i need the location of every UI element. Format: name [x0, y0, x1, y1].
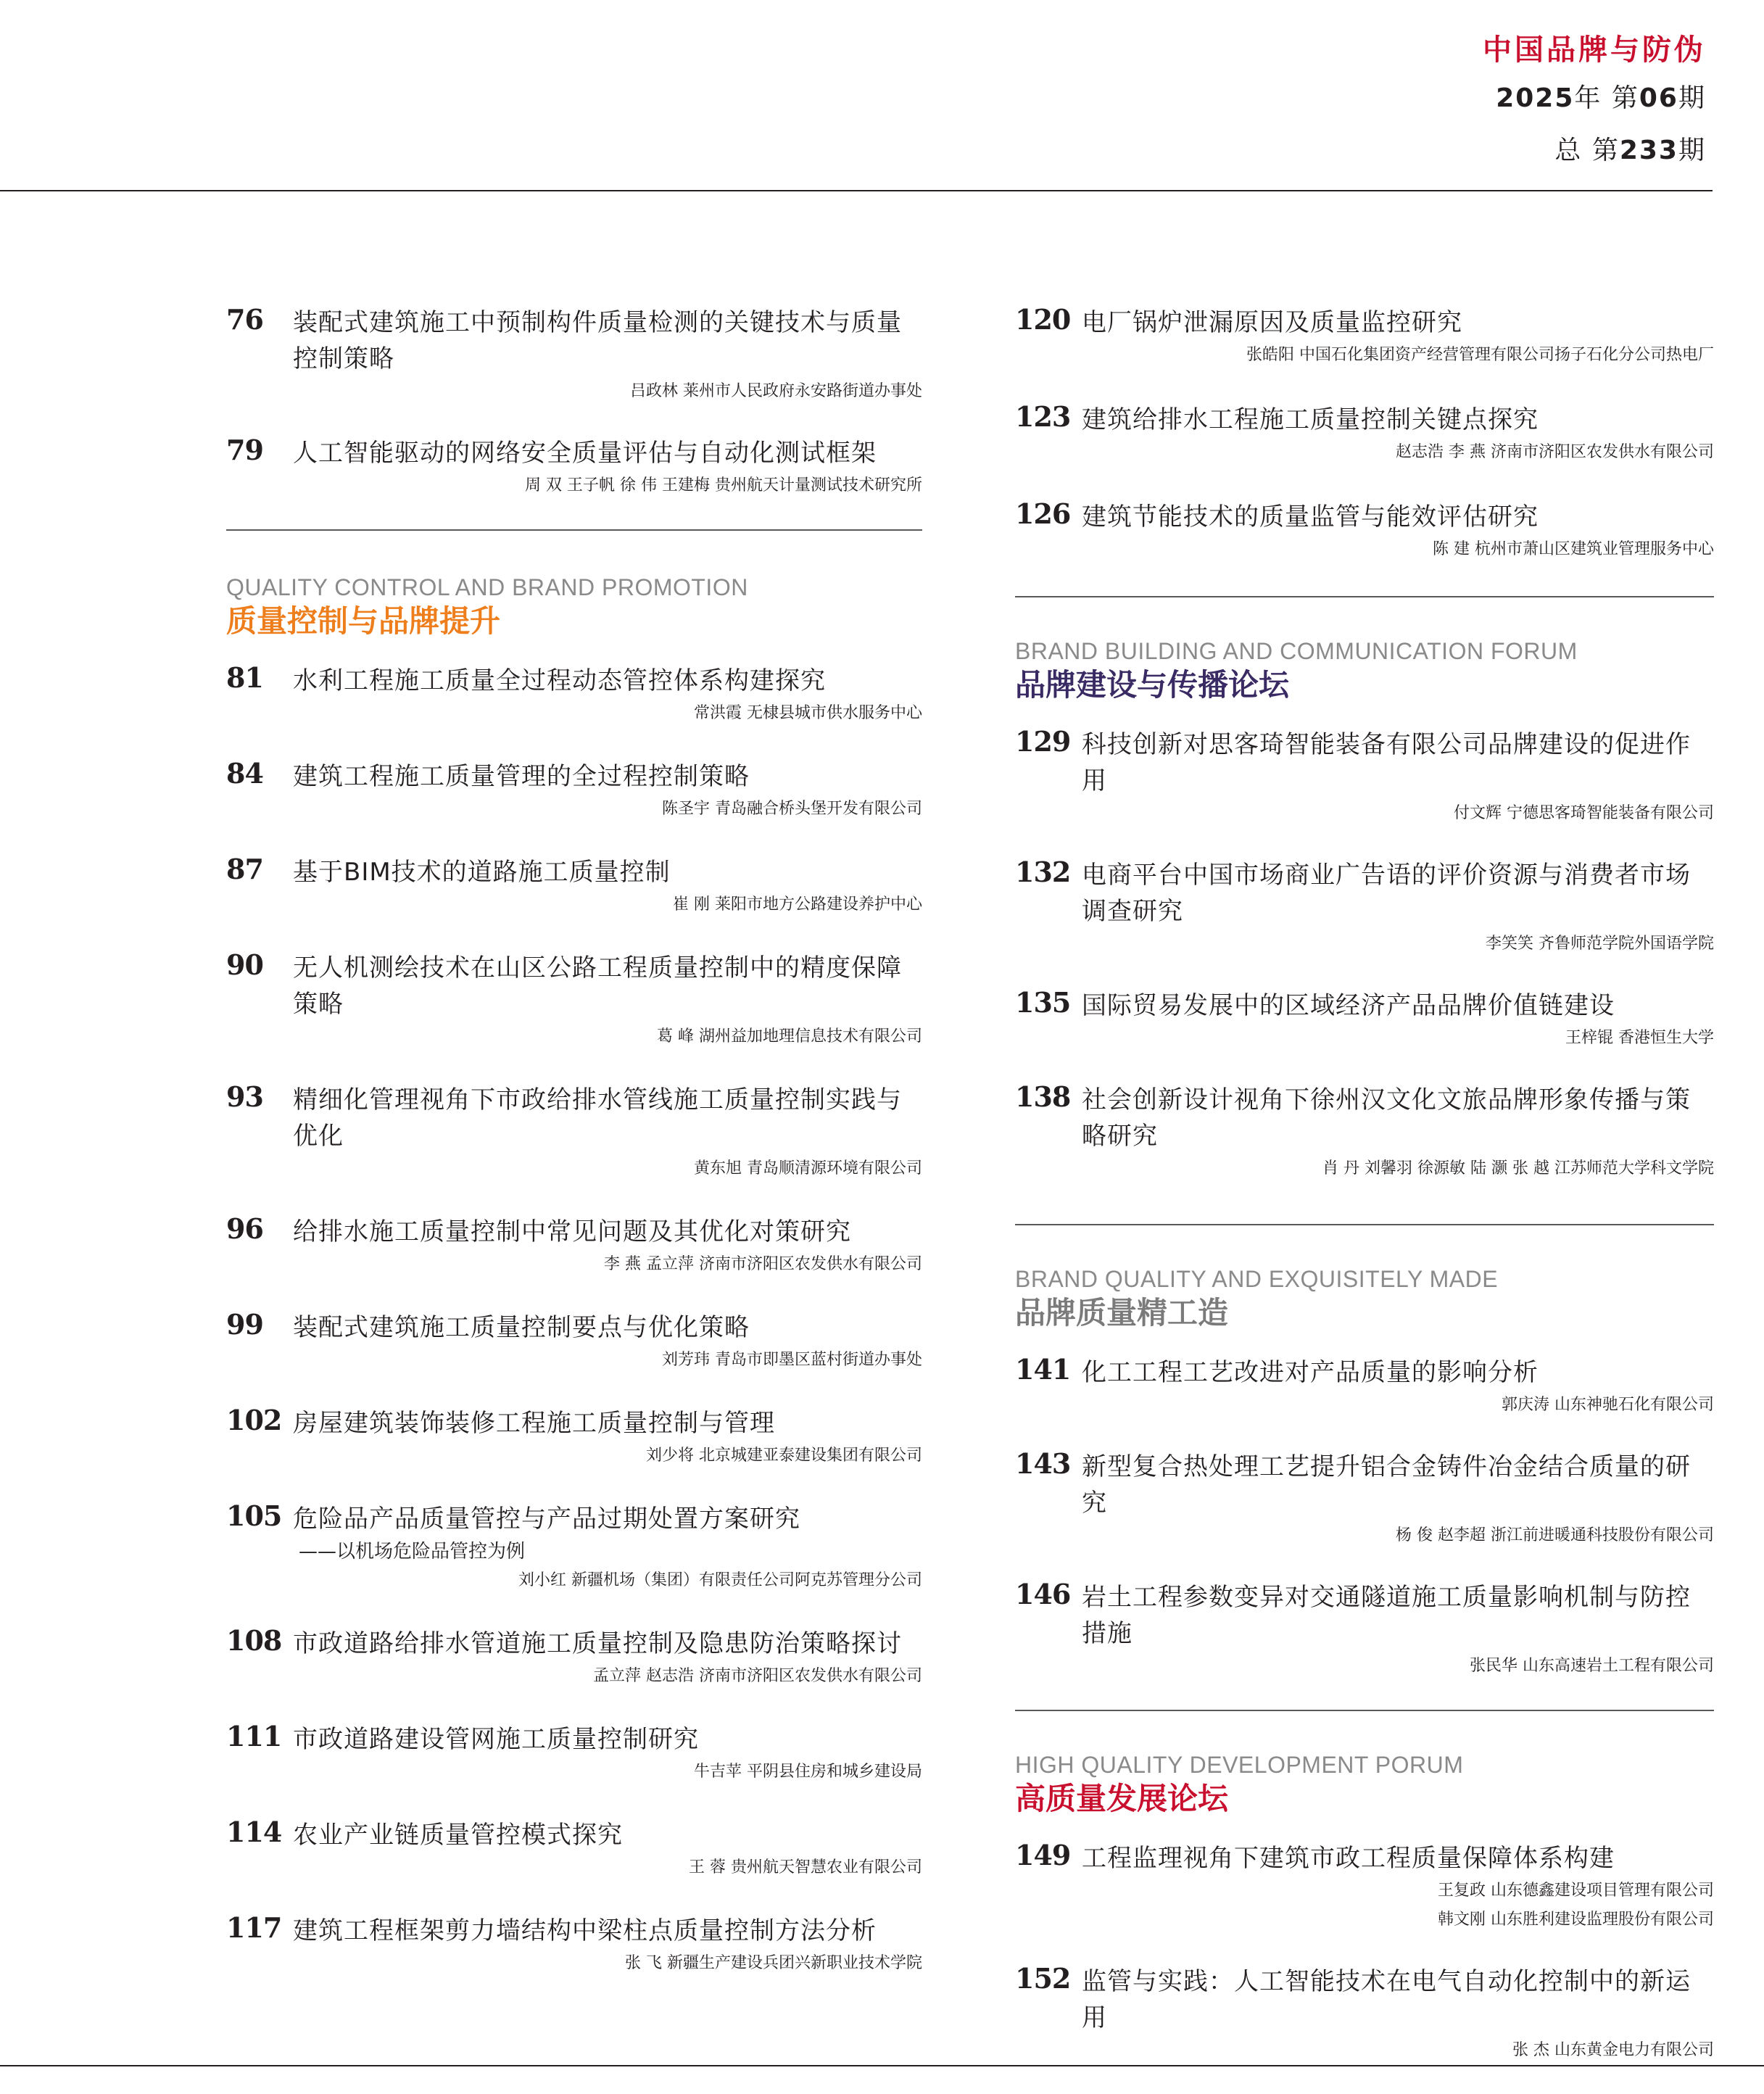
- article-title: 建筑给排水工程施工质量控制关键点探究: [1082, 405, 1539, 434]
- toc-entry: [226, 1214, 922, 1279]
- article-title: 精细化管理视角下市政给排水管线施工质量控制实践与优化: [293, 1085, 902, 1151]
- article-title: 农业产业链质量管控模式探究: [293, 1821, 623, 1850]
- page-number: 90: [226, 948, 263, 981]
- page-number: 152: [1015, 1962, 1071, 1995]
- toc-entry: [226, 1082, 922, 1183]
- article-title: 国际贸易发展中的区域经济产品品牌价值链建设: [1082, 991, 1615, 1020]
- page-number: 102: [226, 1404, 282, 1436]
- header-rule: [0, 190, 1713, 191]
- page-number: 76: [226, 303, 263, 336]
- section-title-cn: 品牌质量精工造: [1015, 1295, 1229, 1331]
- article-title: 电厂锅炉泄漏原因及质量监控研究: [1082, 308, 1462, 337]
- page-number: 93: [226, 1080, 263, 1113]
- section-divider: [1015, 1710, 1714, 1711]
- article-authors: 杨 俊 赵李超 浙江前进暖通科技股份有限公司: [1396, 1526, 1714, 1544]
- toc-entry: [226, 758, 922, 824]
- toc-entry: [226, 1721, 922, 1787]
- section-divider: [226, 529, 922, 531]
- article-title: 市政道路给排水管道施工质量控制及隐患防治策略探讨: [293, 1629, 902, 1658]
- article-title: 电商平台中国市场商业广告语的评价资源与消费者市场调查研究: [1082, 861, 1691, 926]
- page-number: 141: [1015, 1353, 1071, 1386]
- article-authors: 李 燕 孟立萍 济南市济阳区农发供水有限公司: [604, 1255, 922, 1273]
- page-number: 117: [226, 1911, 282, 1944]
- article-authors: 付文辉 宁德思客琦智能装备有限公司: [1454, 804, 1714, 822]
- page-number: 149: [1015, 1839, 1071, 1871]
- article-title: 社会创新设计视角下徐州汉文化文旅品牌形象传播与策略研究: [1082, 1085, 1691, 1151]
- article-title: 房屋建筑装饰装修工程施工质量控制与管理: [293, 1409, 775, 1438]
- magazine-name: 中国品牌与防伪: [1483, 33, 1706, 67]
- toc-entry: [1015, 402, 1714, 467]
- total-number: 233: [1619, 136, 1678, 165]
- total-suffix: 期: [1678, 136, 1706, 165]
- section-heading: [1015, 1750, 1714, 1818]
- page-number: 114: [226, 1816, 282, 1848]
- article-title: 化工工程工艺改进对产品质量的影响分析: [1082, 1358, 1539, 1387]
- article-authors: 牛吉苹 平阴县住房和城乡建设局: [694, 1763, 922, 1781]
- page-number: 120: [1015, 303, 1071, 336]
- page-number: 87: [226, 853, 263, 885]
- article-title: 装配式建筑施工质量控制要点与优化策略: [293, 1313, 750, 1342]
- article-authors: 张民华 山东高速岩土工程有限公司: [1470, 1657, 1714, 1675]
- article-authors: 张皓阳 中国石化集团资产经营管理有限公司扬子石化分公司热电厂: [1246, 346, 1714, 364]
- section-heading: [226, 573, 922, 641]
- issue-year-suffix: 年: [1574, 83, 1602, 113]
- article-title: 岩土工程参数变异对交通隧道施工质量影响机制与防控措施: [1082, 1583, 1691, 1648]
- article-authors: 张 飞 新疆生产建设兵团兴新职业技术学院: [625, 1954, 922, 1972]
- article-authors: 王梓锟 香港恒生大学: [1565, 1029, 1714, 1047]
- article-authors: 崔 刚 莱阳市地方公路建设养护中心: [673, 895, 922, 914]
- page-number: 132: [1015, 856, 1071, 888]
- article-authors: 韩文刚 山东胜利建设监理股份有限公司: [1438, 1911, 1714, 1929]
- right-column: [1015, 305, 1714, 2094]
- toc-entry: [1015, 1354, 1714, 1420]
- article-title: 建筑工程施工质量管理的全过程控制策略: [293, 762, 750, 791]
- page-number: 84: [226, 757, 263, 790]
- article-authors: 刘少将 北京城建亚泰建设集团有限公司: [646, 1447, 922, 1465]
- toc-entry: [1015, 1449, 1714, 1550]
- article-title: 建筑工程框架剪力墙结构中梁柱点质量控制方法分析: [293, 1916, 877, 1945]
- toc-entry: [226, 663, 922, 728]
- article-title: 无人机测绘技术在山区公路工程质量控制中的精度保障策略: [293, 953, 902, 1019]
- toc-entry: [1015, 1963, 1714, 2065]
- toc-entry: [226, 1626, 922, 1691]
- toc-entry: [226, 854, 922, 919]
- toc-entry: [226, 1913, 922, 1978]
- toc-entry: [1015, 1082, 1714, 1183]
- page-number: 138: [1015, 1080, 1071, 1113]
- section-title-en: BRAND QUALITY AND EXQUISITELY MADE: [1015, 1266, 1499, 1292]
- article-title: 市政道路建设管网施工质量控制研究: [293, 1725, 699, 1754]
- toc-entry: [226, 1817, 922, 1882]
- section-title-en: HIGH QUALITY DEVELOPMENT PORUM: [1015, 1752, 1464, 1778]
- article-title: 装配式建筑施工中预制构件质量检测的关键技术与质量控制策略: [293, 308, 902, 373]
- toc-entry: [226, 435, 922, 500]
- page-number: 96: [226, 1212, 263, 1245]
- page-number: 81: [226, 661, 263, 694]
- toc-entry: [226, 950, 922, 1051]
- total-prefix: 总 第: [1554, 136, 1620, 165]
- section-title-en: QUALITY CONTROL AND BRAND PROMOTION: [226, 574, 748, 600]
- page-number: 111: [226, 1720, 282, 1752]
- page-number: 143: [1015, 1447, 1071, 1480]
- article-title: 水利工程施工质量全过程动态管控体系构建探究: [293, 666, 826, 695]
- section-title-cn: 品牌建设与传播论坛: [1015, 667, 1290, 703]
- article-authors: 赵志浩 李 燕 济南市济阳区农发供水有限公司: [1396, 443, 1714, 461]
- section-title-cn: 质量控制与品牌提升: [226, 603, 501, 639]
- article-authors: 吕政林 莱州市人民政府永安路街道办事处: [630, 382, 922, 400]
- page-number: 108: [226, 1624, 282, 1657]
- issue-year: 2025: [1496, 83, 1575, 113]
- page-number: 129: [1015, 725, 1071, 758]
- article-title: 建筑节能技术的质量监管与能效评估研究: [1082, 502, 1539, 531]
- toc-entry: [226, 1309, 922, 1375]
- total-issue-line: [1483, 125, 1706, 177]
- issue-prefix: 第: [1611, 83, 1639, 113]
- toc-entry: [226, 1501, 922, 1595]
- article-authors: 黄东旭 青岛顺清源环境有限公司: [694, 1159, 922, 1178]
- article-authors: 周 双 王子帆 徐 伟 王建梅 贵州航天计量测试技术研究所: [525, 476, 922, 494]
- article-authors: 刘芳玮 青岛市即墨区蓝村街道办事处: [662, 1351, 922, 1369]
- toc-entry: [1015, 305, 1714, 370]
- issue-number: 06: [1639, 83, 1678, 113]
- article-authors: 常洪霞 无棣县城市供水服务中心: [694, 704, 922, 722]
- article-subtitle: ——以机场危险品管控为例: [299, 1541, 526, 1563]
- section-heading: [1015, 637, 1714, 705]
- section-title-en: BRAND BUILDING AND COMMUNICATION FORUM: [1015, 638, 1578, 664]
- journal-header: [1483, 28, 1706, 177]
- toc-entry: [1015, 727, 1714, 828]
- page-number: 79: [226, 434, 263, 466]
- article-title: 工程监理视角下建筑市政工程质量保障体系构建: [1082, 1844, 1615, 1873]
- article-authors: 李笑笑 齐鲁师范学院外国语学院: [1486, 935, 1714, 953]
- toc-entry: [1015, 1840, 1714, 1934]
- article-title: 科技创新对思客琦智能装备有限公司品牌建设的促进作用: [1082, 730, 1691, 795]
- footer-rule: [0, 2065, 1764, 2066]
- page-number: 126: [1015, 497, 1071, 530]
- toc-entry: [226, 1405, 922, 1470]
- toc-entry: [1015, 857, 1714, 959]
- section-heading: [1015, 1265, 1714, 1333]
- left-column: [226, 305, 922, 2008]
- section-divider: [1015, 1224, 1714, 1225]
- page-number: 99: [226, 1308, 263, 1341]
- article-authors: 刘小红 新疆机场（集团）有限责任公司阿克苏管理分公司: [518, 1571, 922, 1589]
- article-authors: 张 杰 山东黄金电力有限公司: [1512, 2041, 1714, 2059]
- page-number: 123: [1015, 400, 1071, 433]
- article-title: 新型复合热处理工艺提升铝合金铸件冶金结合质量的研究: [1082, 1452, 1691, 1518]
- article-authors: 孟立萍 赵志浩 济南市济阳区农发供水有限公司: [593, 1667, 922, 1685]
- article-title: 人工智能驱动的网络安全质量评估与自动化测试框架: [293, 439, 877, 468]
- article-authors: 陈 建 杭州市萧山区建筑业管理服务中心: [1433, 540, 1714, 558]
- article-authors: 陈圣宇 青岛融合桥头堡开发有限公司: [662, 800, 922, 818]
- article-title: 基于BIM技术的道路施工质量控制: [293, 858, 671, 887]
- section-title-cn: 高质量发展论坛: [1015, 1781, 1229, 1816]
- section-divider: [1015, 596, 1714, 597]
- toc-entry: [1015, 988, 1714, 1053]
- article-authors: 葛 峰 湖州益加地理信息技术有限公司: [657, 1027, 922, 1046]
- article-title: 监管与实践：人工智能技术在电气自动化控制中的新运用: [1082, 1967, 1691, 2032]
- issue-suffix: 期: [1678, 83, 1706, 113]
- issue-line: [1483, 73, 1706, 125]
- article-authors: 郭庆涛 山东神驰石化有限公司: [1502, 1396, 1714, 1414]
- article-title: 危险品产品质量管控与产品过期处置方案研究: [293, 1505, 800, 1534]
- page-number: 135: [1015, 986, 1071, 1019]
- page-number: 146: [1015, 1578, 1071, 1610]
- toc-entry: [1015, 1579, 1714, 1681]
- toc-entry: [1015, 499, 1714, 564]
- article-authors: 王 蓉 贵州航天智慧农业有限公司: [689, 1858, 922, 1876]
- toc-entry: [226, 305, 922, 406]
- article-authors: 王复政 山东德鑫建设项目管理有限公司: [1438, 1882, 1714, 1900]
- article-title: 给排水施工质量控制中常见问题及其优化对策研究: [293, 1217, 851, 1246]
- page-number: 105: [226, 1499, 282, 1532]
- article-authors: 肖 丹 刘馨羽 徐源敏 陆 灏 张 越 江苏师范大学科文学院: [1322, 1159, 1714, 1178]
